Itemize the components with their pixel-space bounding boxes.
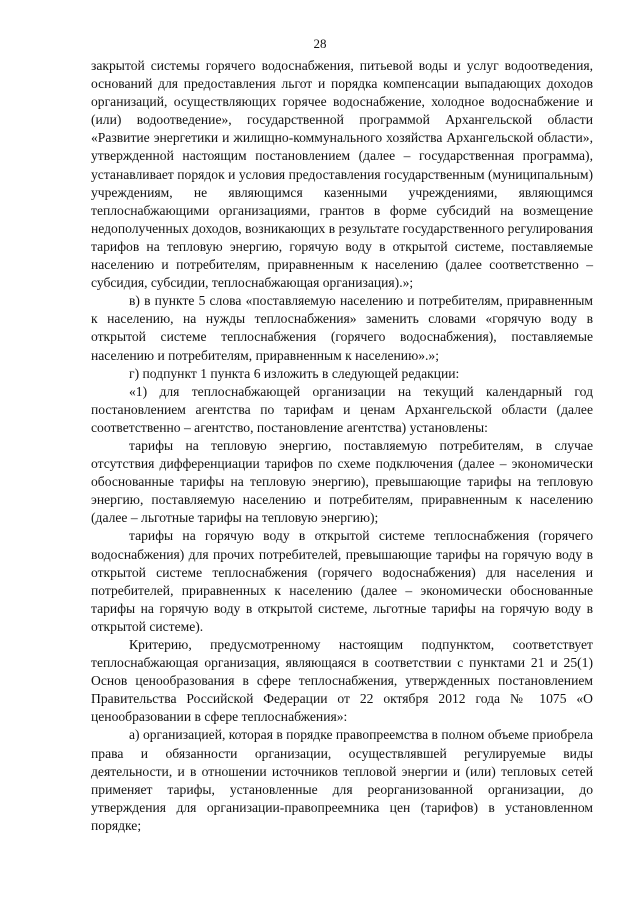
paragraph-8: а) организацией, которая в порядке правопреемства в полном объеме приобрела права и обязанности организации, осуществлявшей регулируемые виды деятельности, и в отношении источников тепловой энергии и (или) тепловых сетей применяет тарифы, установленные для реорганизованной организации, до утверждения для организации-правопреемника цен (тарифов) в установленном порядке; [91,727,593,833]
paragraph-6: тарифы на горячую воду в открытой системе теплоснабжения (горячего водоснабжения) для прочих потребителей, превышающие тарифы на горячую воду в открытой системе теплоснабжения (горячего водоснабжения) для населения и потребителей, приравненных к населению (далее – экономически обоснованные тарифы на горячую воду в открытой системе, льготные тарифы на горячую воду в открытой системе). [91,528,593,634]
page-number: 28 [313,36,327,51]
paragraph-4: «1) для теплоснабжающей организации на текущий календарный год постановлением агентства по тарифам и ценам Архангельской области (далее соответственно – агентство, постановление агентства) установлены: [91,383,593,435]
paragraph-7: Критерию, предусмотренному настоящим подпунктом, соответствует теплоснабжающая организация, являющаяся в соответствии с пунктами 21 и 25(1) Основ ценообразования в сфере теплоснабжения, утвержденных постановлением Правительства Российской Федерации от 22 октября 2012 года № 1075 «О ценообразовании в сфере теплоснабжения»: [91,637,593,725]
paragraph-5: тарифы на тепловую энергию, поставляемую потребителям, в случае отсутствия дифференциации тарифов по схеме подключения (далее – экономически обоснованные тарифы на тепловую энергию), превышающие тарифы на тепловую энергию, поставляемую населению и потребителям, приравненным к населению (далее – льготные тарифы на тепловую энергию); [91,437,593,526]
document-body [91,57,593,835]
paragraph-2: в) в пункте 5 слова «поставляемую населению и потребителям, приравненным к населению, на нужды теплоснабжения» заменить словами «горячую воду в открытой системе теплоснабжения (горячего водоснабжения), поставляемые населению и потребителям, приравненным к населению».»; [91,293,593,363]
paragraph-1: закрытой системы горячего водоснабжения, питьевой воды и услуг водоотведения, оснований для предоставления льгот и порядка компенсации выпадающих доходов организаций, осуществляющих горячее водоснабжение, холодное водоснабжение и (или) водоотведение», государственной программой Архангельской области «Развитие энергетики и жилищно-коммунального хозяйства Архангельской области», утвержденной настоящим постановлением (далее – государственная программа), устанавливает порядок и условия предоставления государственным (муниципальным) учреждениям, не являющимся казенными учреждениями, являющимся теплоснабжающими организациями, грантов в форме субсидий на возмещение недополученных доходов, возникающих в результате государственного регулирования тарифов на тепловую энергию, горячую воду в открытой системе, поставляемые населению и потребителям, приравненным к населению (далее соответственно – субсидия, субсидии, теплоснабжающая организация).»; [91,58,593,291]
paragraph-3: г) подпункт 1 пункта 6 изложить в следующей редакции: [129,365,460,381]
